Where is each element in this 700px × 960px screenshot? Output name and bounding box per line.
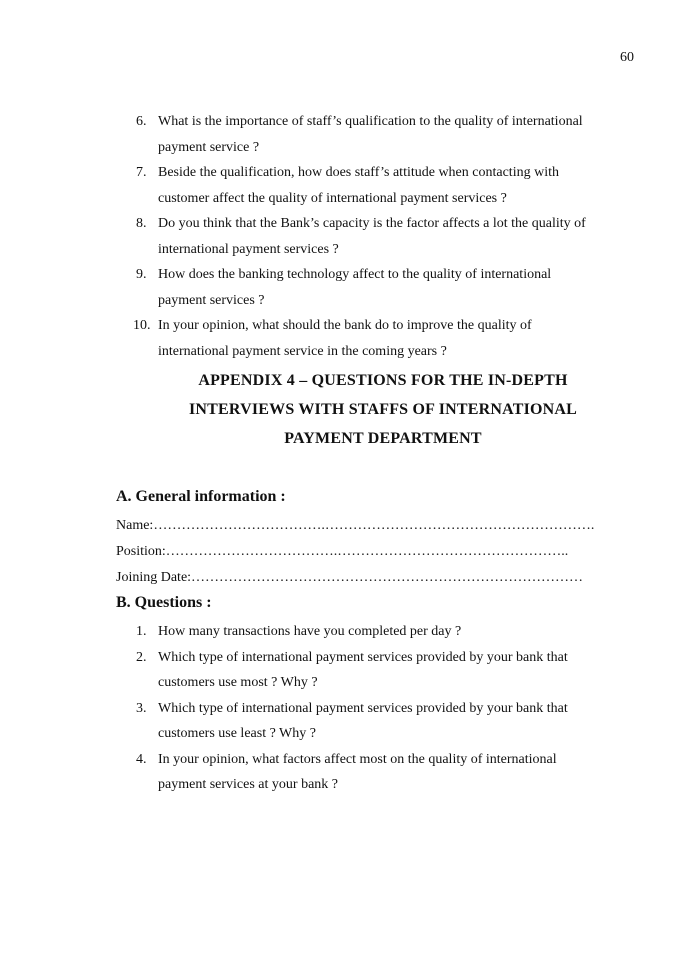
item-number: 6.: [136, 114, 147, 129]
list-item: [136, 109, 636, 160]
item-text-line: In your opinion, what should the bank do to improve the quality of: [158, 318, 532, 333]
item-text-line: What is the importance of staff’s qualification to the quality of international: [158, 114, 583, 129]
joining-date-field-line: Joining Date:…………………………………………………………………………: [116, 570, 584, 585]
list-item: [136, 619, 626, 645]
list-item: [136, 747, 626, 798]
page-number: 60: [620, 50, 634, 65]
item-number: 1.: [136, 624, 147, 639]
item-text-line: In your opinion, what factors affect most on the quality of international: [158, 751, 557, 767]
item-text-line: Which type of international payment services provided by your bank that: [158, 649, 568, 665]
list-item: [136, 211, 636, 262]
item-number: 8.: [136, 216, 147, 231]
item-text-line: Which type of international payment services provided by your bank that: [158, 700, 568, 716]
item-text-line: payment services ?: [158, 292, 265, 308]
item-text-line: international payment services ?: [158, 241, 339, 257]
general-information-fields: [116, 513, 636, 591]
item-number: 4.: [136, 751, 147, 767]
item-text-line: customer affect the quality of international payment services ?: [158, 190, 507, 206]
item-text-line: How does the banking technology affect to the quality of international: [158, 267, 552, 282]
item-number: 3.: [136, 700, 147, 716]
appendix-title-line: APPENDIX 4 – QUESTIONS FOR THE IN-DEPTH: [198, 372, 568, 389]
item-number: 9.: [136, 267, 147, 282]
appendix-title: [120, 366, 646, 453]
question-list-continued: [133, 109, 636, 364]
item-text-line: Do you think that the Bank’s capacity is the factor affects a lot the quality of: [158, 216, 586, 231]
appendix-title-line: INTERVIEWS WITH STAFFS OF INTERNATIONAL: [188, 401, 578, 418]
item-text-line: customers use most ? Why ?: [158, 675, 318, 690]
item-number: 2.: [136, 649, 147, 665]
section-b-heading: B. Questions :: [116, 594, 212, 611]
list-item: [136, 262, 636, 313]
item-number: 7.: [136, 165, 147, 180]
list-item: [133, 313, 636, 364]
item-text-line: How many transactions have you completed per day ?: [158, 624, 462, 639]
question-list-section-b: [136, 619, 626, 798]
list-item: [136, 645, 626, 696]
list-item: [136, 160, 636, 211]
item-text-line: Beside the qualification, how does staff’s attitude when contacting with: [158, 165, 559, 180]
item-text-line: payment services at your bank ?: [158, 777, 338, 792]
appendix-title-line: PAYMENT DEPARTMENT: [284, 430, 482, 447]
item-number: 10.: [133, 318, 151, 333]
item-text-line: international payment service in the coming years ?: [158, 343, 447, 359]
name-field-line: Name:……………………………….………………………………………………….: [116, 518, 595, 533]
list-item: [136, 696, 626, 747]
item-text-line: payment service ?: [158, 139, 260, 155]
position-field-line: Position:……………………………….…………………………………………..: [116, 544, 569, 559]
section-a-heading: A. General information :: [116, 488, 286, 505]
item-text-line: customers use least ? Why ?: [158, 726, 316, 741]
